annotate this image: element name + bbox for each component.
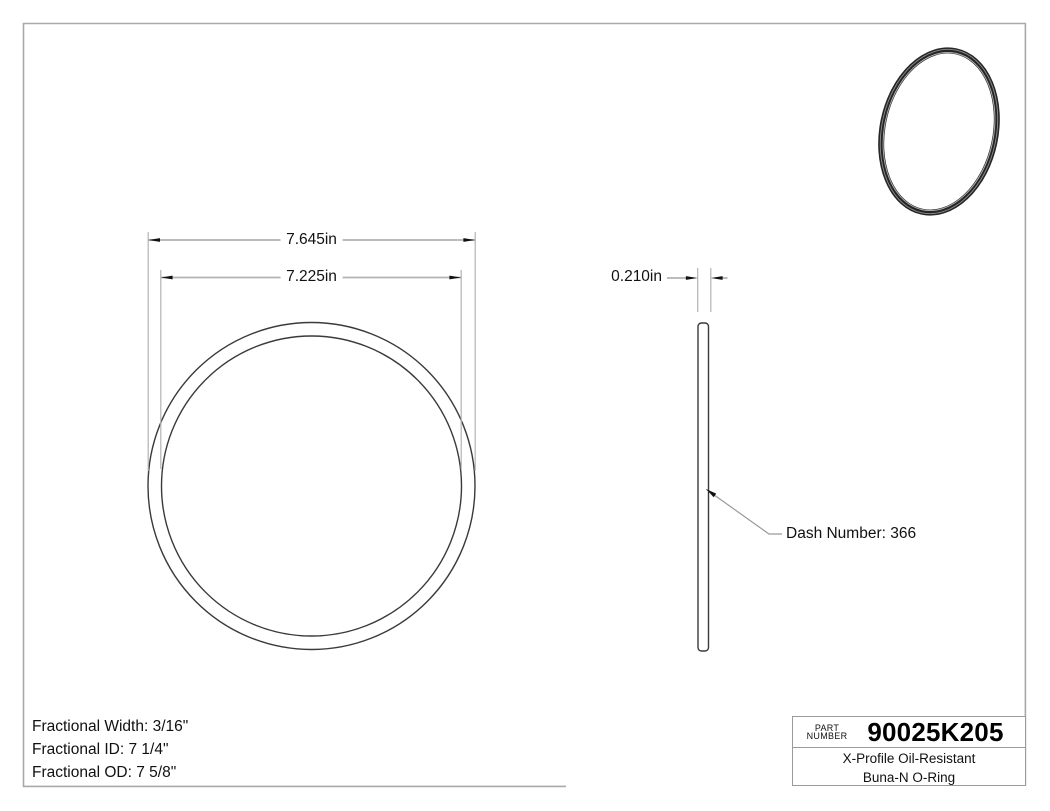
part-description-line1: X-Profile Oil-Resistant: [842, 751, 976, 766]
part-description-line2: Buna-N O-Ring: [862, 770, 956, 785]
width-dimension: [667, 268, 728, 312]
id-dimension-label: 7.225in: [280, 268, 343, 286]
page-border: [23, 23, 1026, 787]
o-ring-front-view: [148, 323, 475, 650]
o-ring-isometric-view: [866, 38, 1013, 224]
note-fractional-id: Fractional ID: 7 1/4": [32, 741, 169, 759]
part-description: [793, 748, 1025, 787]
part-caption-line2: NUMBER: [806, 731, 848, 741]
note-fractional-width: Fractional Width: 3/16": [32, 718, 189, 735]
part-number-row: [793, 717, 1025, 748]
title-block: [792, 716, 1026, 786]
id-dimension: [161, 270, 461, 469]
front-view-inner-circle: [162, 336, 462, 636]
part-caption-line1: PART: [814, 723, 840, 733]
width-dimension-label: 0.210in: [611, 268, 662, 285]
note-fractional-od: Fractional OD: 7 5/8": [32, 764, 177, 782]
o-ring-side-view: [667, 268, 782, 651]
dash-number-leader: [706, 489, 782, 534]
part-number-caption: [798, 724, 856, 740]
width-dimension-arrows: [686, 276, 723, 280]
part-number-value: 90025K205: [867, 716, 1004, 747]
od-dimension-label: 7.645in: [280, 231, 343, 249]
dash-number-label: Dash Number: 366: [786, 525, 917, 542]
fractional-notes: [32, 715, 188, 785]
front-view-outer-circle: [148, 323, 475, 650]
side-view-profile: [698, 323, 709, 651]
